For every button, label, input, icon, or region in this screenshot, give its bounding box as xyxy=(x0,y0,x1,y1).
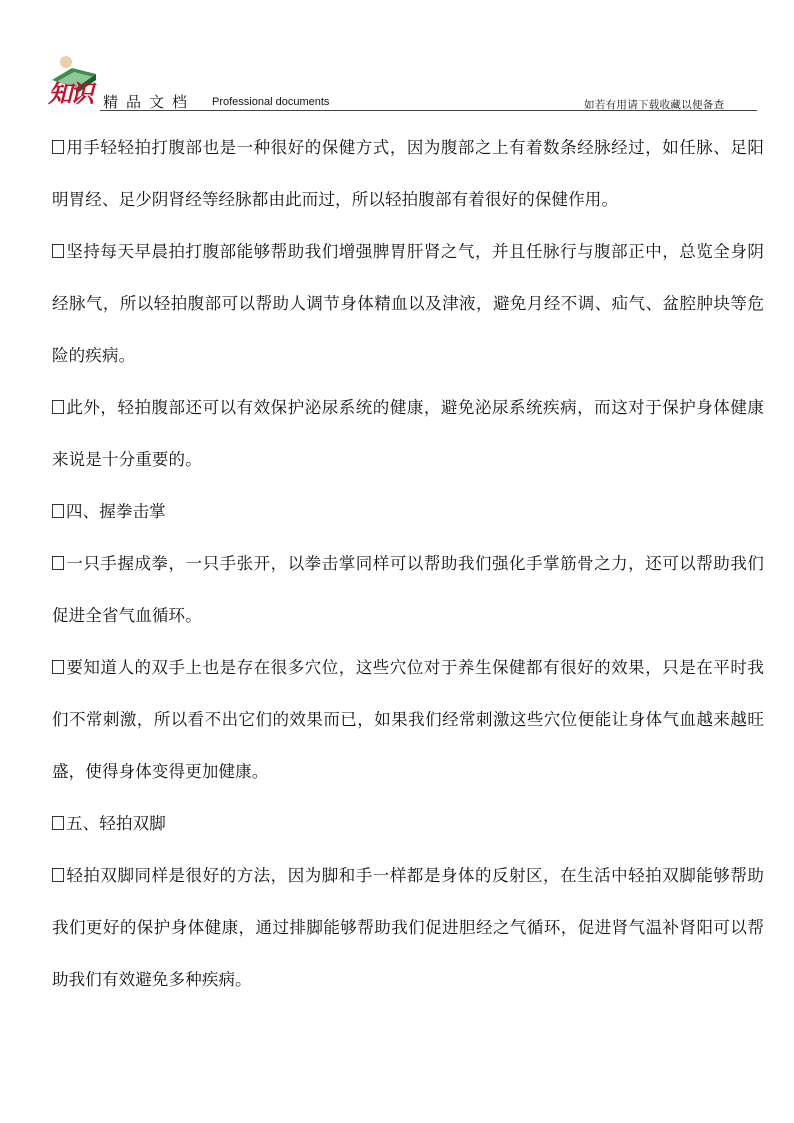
section-heading: 四、握拳击掌 xyxy=(52,486,764,538)
paragraph: 一只手握成拳，一只手张开，以拳击掌同样可以帮助我们强化手掌筋骨之力，还可以帮助我们促进全省气血循环。 xyxy=(52,554,764,625)
paragraph: 要知道人的双手上也是存在很多穴位，这些穴位对于养生保健都有很好的效果，只是在平时我们不常刺激，所以看不出它们的效果而已，如果我们经常刺激这些穴位便能让身体气血越来越旺盛，使得身体变得更加健康。 xyxy=(52,658,764,781)
bullet-box-icon xyxy=(52,816,64,830)
bullet-box-icon xyxy=(52,868,64,882)
bullet-box-icon xyxy=(52,244,64,258)
bullet-box-icon xyxy=(52,660,64,674)
logo-text: 知识 xyxy=(48,79,92,108)
document-body xyxy=(52,122,764,1006)
paragraph: 坚持每天早晨拍打腹部能够帮助我们增强脾胃肝肾之气，并且任脉行与腹部正中，总览全身阴经脉气，所以轻拍腹部可以帮助人调节身体精血以及津液，避免月经不调、疝气、盆腔肿块等危险的疾病。 xyxy=(52,242,764,365)
header-slogan: 如若有用请下载收藏以便备查 xyxy=(584,99,725,111)
header-rule xyxy=(100,110,757,111)
bullet-box-icon xyxy=(52,504,64,518)
paragraph: 用手轻轻拍打腹部也是一种很好的保健方式，因为腹部之上有着数条经脉经过，如任脉、足阳明胃经、足少阴肾经等经脉都由此而过，所以轻拍腹部有着很好的保健作用。 xyxy=(52,138,764,209)
brand-subtitle: Professional documents xyxy=(212,96,330,108)
paragraph: 轻拍双脚同样是很好的方法，因为脚和手一样都是身体的反射区，在生活中轻拍双脚能够帮助我们更好的保护身体健康，通过排脚能够帮助我们促进胆经之气循环，促进肾气温补肾阳可以帮助我们有效避免多种疾病。 xyxy=(52,866,764,989)
bullet-box-icon xyxy=(52,556,64,570)
paragraph: 此外，轻拍腹部还可以有效保护泌尿系统的健康，避免泌尿系统疾病，而这对于保护身体健康来说是十分重要的。 xyxy=(52,398,764,469)
page-header xyxy=(0,0,794,112)
section-heading: 五、轻拍双脚 xyxy=(52,798,764,850)
bullet-box-icon xyxy=(52,140,64,154)
brand-title: 精品文档 xyxy=(103,93,196,111)
bullet-box-icon xyxy=(52,400,64,414)
